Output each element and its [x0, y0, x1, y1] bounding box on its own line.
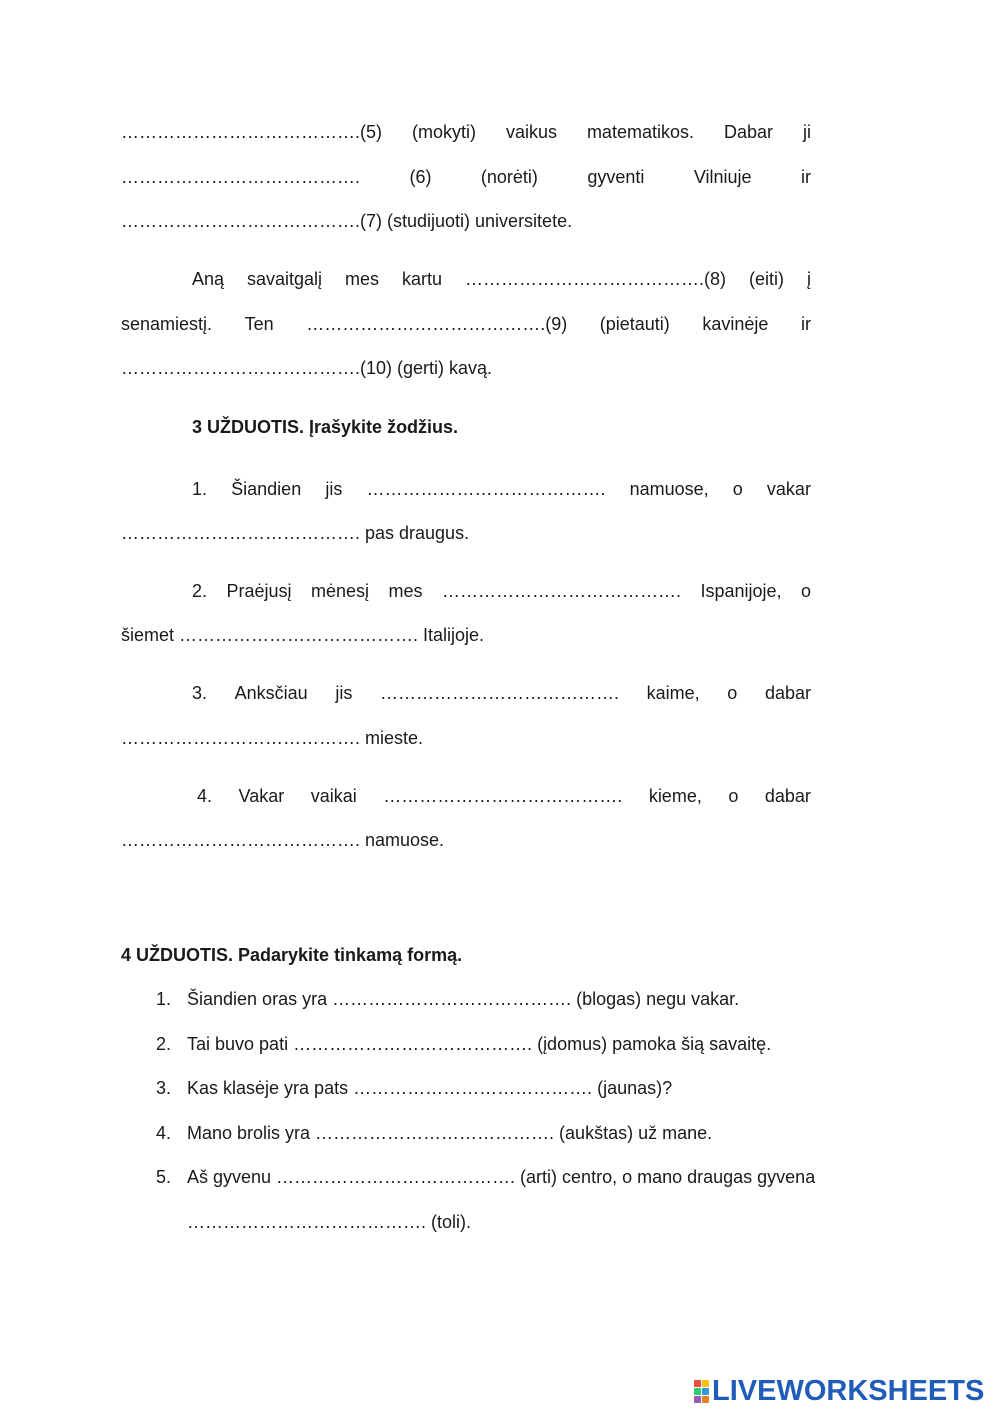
- text-line-2: [121, 164, 811, 190]
- word: jis: [335, 683, 353, 703]
- text-line-4: [192, 266, 811, 292]
- word: vakar: [766, 479, 811, 499]
- text-line-6: ………………………………….(10) (gerti) kavą.: [121, 358, 493, 378]
- exercise3-heading: 3 UŽDUOTIS. Įrašykite žodžius.: [192, 417, 459, 437]
- exercise3-item-4-cont: …………………………………. namuose.: [121, 830, 445, 850]
- word: Aną: [192, 269, 225, 289]
- exercise3-item-2-cont: šiemet …………………………………. Italijoje.: [121, 625, 485, 645]
- blank-9: ………………………………….(9): [306, 314, 568, 334]
- word: dabar: [764, 786, 811, 806]
- word: kaime,: [646, 683, 700, 703]
- exercise3-item-1: [192, 476, 811, 502]
- word: o: [732, 479, 743, 499]
- item-number: 1.: [156, 989, 172, 1009]
- item-number: 1.: [192, 479, 208, 499]
- answer-blank: ………………………………….: [366, 479, 606, 499]
- word: (norėti): [480, 167, 538, 187]
- blank-6: ………………………………….: [121, 167, 361, 187]
- exercise4-item-4: [0, 1120, 1000, 1146]
- word: o: [727, 683, 738, 703]
- word: dabar: [764, 683, 811, 703]
- word: kavinėje: [702, 314, 769, 334]
- answer-blank: ………………………………….: [383, 786, 623, 806]
- exercise3-item-1-cont: …………………………………. pas draugus.: [121, 523, 470, 543]
- exercise4-heading: 4 UŽDUOTIS. Padarykite tinkamą formą.: [121, 945, 463, 965]
- word: kartu: [402, 269, 443, 289]
- item-text-cont: …………………………………. (toli).: [187, 1212, 472, 1232]
- text-line-5: [121, 311, 811, 337]
- word: Ispanijoje,: [700, 581, 782, 601]
- word: Vakar: [238, 786, 285, 806]
- word: namuose,: [629, 479, 709, 499]
- word: senamiestį.: [121, 314, 213, 334]
- item-number: 3.: [192, 683, 208, 703]
- word: ji: [802, 122, 811, 142]
- word: Vilniuje: [693, 167, 752, 187]
- word: Anksčiau: [234, 683, 308, 703]
- item-number: 4.: [156, 1123, 172, 1143]
- item-text: Mano brolis yra …………………………………. (aukštas) už mane.: [187, 1123, 713, 1143]
- word: o: [800, 581, 811, 601]
- item-number: 5.: [156, 1167, 172, 1187]
- item-number: 3.: [156, 1078, 172, 1098]
- blank-8: ………………………………….(8): [465, 269, 726, 289]
- text-line-3: ………………………………….(7) (studijuoti) universitete.: [121, 211, 573, 231]
- word: mėnesį: [310, 581, 370, 601]
- text-line-1: [121, 119, 811, 145]
- exercise3-item-3: [192, 680, 811, 706]
- item-number: 2.: [192, 581, 208, 601]
- exercise4-item-2: [0, 1031, 1000, 1057]
- exercise4-item-1: [0, 986, 1000, 1012]
- word: vaikai: [310, 786, 357, 806]
- answer-blank: ………………………………….: [379, 683, 619, 703]
- item-number: 2.: [156, 1034, 172, 1054]
- word: Ten: [244, 314, 274, 334]
- liveworksheets-logo: [694, 1375, 984, 1407]
- word: (6): [409, 167, 432, 187]
- exercise3-item-3-cont: …………………………………. mieste.: [121, 728, 424, 748]
- word: (eiti): [748, 269, 784, 289]
- word: jis: [325, 479, 343, 499]
- logo-mark-icon: [694, 1379, 710, 1403]
- word: kieme,: [648, 786, 702, 806]
- item-text: Kas klasėje yra pats …………………………………. (jaunas)?: [187, 1078, 673, 1098]
- word: mes: [345, 269, 380, 289]
- word: Dabar: [723, 122, 773, 142]
- exercise4-item-5: [0, 1164, 1000, 1190]
- word: į: [806, 269, 811, 289]
- exercise4-item-3: [0, 1075, 1000, 1101]
- word: savaitgalį: [247, 269, 323, 289]
- word: (mokyti): [411, 122, 476, 142]
- word: ir: [800, 314, 811, 334]
- item-text: Tai buvo pati …………………………………. (įdomus) pamoka šią savaitę.: [187, 1034, 772, 1054]
- word: (pietauti): [599, 314, 670, 334]
- word: Praėjusį: [226, 581, 292, 601]
- item-text: Aš gyvenu …………………………………. (arti) centro, o mano draugas gyvena: [187, 1167, 816, 1187]
- answer-blank: ………………………………….: [441, 581, 681, 601]
- item-number: 4.: [197, 786, 213, 806]
- word: Šiandien: [231, 479, 302, 499]
- blank-5: ………………………………….(5): [121, 122, 382, 142]
- word: matematikos.: [586, 122, 694, 142]
- word: vaikus: [505, 122, 557, 142]
- exercise3-item-2: [192, 578, 811, 604]
- word: ir: [800, 167, 811, 187]
- exercise4-item-5-cont: [0, 1209, 1000, 1235]
- word: mes: [388, 581, 423, 601]
- word: o: [728, 786, 739, 806]
- logo-text: LIVEWORKSHEETS: [712, 1374, 985, 1407]
- word: gyventi: [587, 167, 645, 187]
- exercise3-item-4: [197, 783, 811, 809]
- item-text: Šiandien oras yra …………………………………. (blogas) negu vakar.: [187, 989, 740, 1009]
